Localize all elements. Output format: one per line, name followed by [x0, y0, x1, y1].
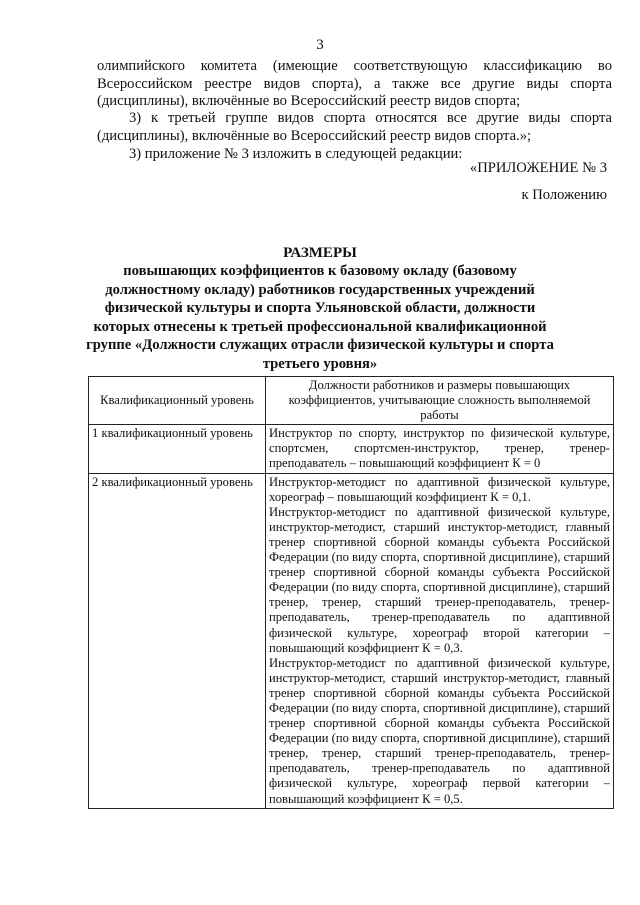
paragraph-third-group: 3) к третьей группе видов спорта относятся все другие виды спорта (дисциплины), включённые во Всероссийский реестр видов спорта.»; — [97, 110, 612, 144]
heading-subtitle: повышающих коэффициентов к базовому окладу (базовому должностному окладу) работников государственных учреждений физической культуры и спорта Ульяновской области, должности которых отнесены к третьей профессиональной квалификационной группе «Должности служащих отрасли физической культуры и спорта третьего уровня» — [86, 263, 554, 372]
positions-paragraph: Инструктор-методист по адаптивной физической культуре, инструктор-методист, старший инструктор-методист, главный тренер спортивной сборной команды субъекта Российской Федерации (по виду спорта, спортивной дисциплине), старший тренер спортивной сборной команды субъекта Российской Федерации (по виду спорта, спортивной дисциплине), старший тренер, тренер, старший тренер-преподаватель, тренер-преподаватель, тренер-преподаватель по адаптивной физической культуре, хореограф первой категории – повышающий коэффициент К = 0,5. — [269, 655, 610, 806]
positions-paragraph: Инструктор-методист по адаптивной физической культуре, инструктор-методист, старший инстуктор-методист, главный тренер спортивной сборной команды субъекта Российской Федерации (по виду спорта, спортивной дисциплине), старший тренер спортивной сборной команды субъекта Российской Федерации (по виду спорта, спортивной дисциплине), старший тренер, тренер, старший тренер-преподаватель, тренер-преподаватель, тренер-преподаватель по адаптивной физической культуре, хореограф второй категории – повышающий коэффициент К = 0,3. — [269, 504, 610, 655]
header-positions: Должности работников и размеры повышающих коэффициентов, учитывающие сложность выполняемой работы — [266, 377, 614, 425]
paragraph-appendix-instruction: 3) приложение № 3 изложить в следующей редакции: — [129, 146, 463, 162]
coefficients-table — [88, 376, 614, 809]
heading-main: РАЗМЕРЫ — [283, 245, 357, 261]
positions-paragraph: Инструктор-методист по адаптивной физической культуре, хореограф – повышающий коэффициент К = 0,1. — [269, 474, 610, 504]
positions-paragraph: Инструктор по спорту, инструктор по физической культуре, спортсмен, спортсмен-инструктор, тренер, тренер-преподаватель – повышающий коэффициент К = 0 — [269, 426, 610, 471]
table-cell-positions — [266, 425, 614, 473]
table-cell-positions — [266, 473, 614, 808]
table-cell-level: 1 квалификационный уровень — [89, 425, 266, 473]
page-number: 3 — [316, 37, 324, 53]
table-row — [89, 425, 614, 473]
header-qualification-level: Квалификационный уровень — [89, 377, 266, 425]
table-header-row — [89, 377, 614, 425]
table-row — [89, 473, 614, 808]
appendix-title: «ПРИЛОЖЕНИЕ № 3 — [469, 160, 607, 176]
paragraph-continuation: олимпийского комитета (имеющие соответствующую классификацию во Всероссийском реестре видов спорта), а также все другие виды спорта (дисциплины), включённые во Всероссийский реестр видов спорта; — [97, 58, 612, 109]
table-cell-level: 2 квалификационный уровень — [89, 473, 266, 808]
appendix-subtitle: к Положению — [521, 187, 607, 203]
